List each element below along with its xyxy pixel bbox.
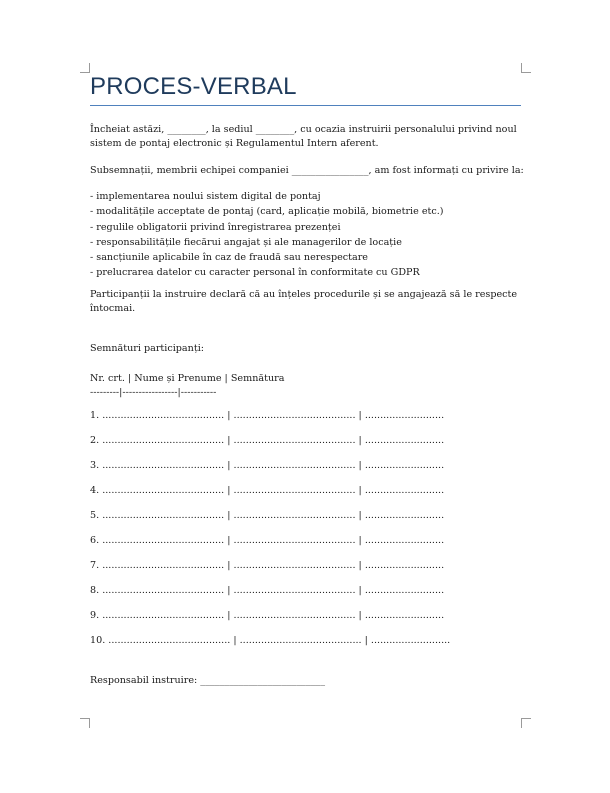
topic-item[interactable]: - modalitățile acceptate de pontaj (card, aplicație mobilă, biometrie etc.) bbox=[90, 206, 444, 218]
corner-mark-bottom-left bbox=[80, 718, 90, 728]
signature-row[interactable]: 6. ........................................ | ........................................ | .......................... bbox=[90, 535, 445, 546]
topic-item[interactable]: - regulile obligatorii privind înregistrarea prezenței bbox=[90, 221, 341, 233]
corner-mark-top-left bbox=[80, 63, 90, 73]
signature-row[interactable]: 3. ........................................ | ........................................ | .......................... bbox=[90, 460, 445, 471]
corner-mark-top-right bbox=[521, 63, 531, 73]
corner-mark-bottom-right bbox=[521, 718, 531, 728]
signature-row[interactable]: 8. ........................................ | ........................................ | .......................... bbox=[90, 585, 445, 596]
title-underline bbox=[90, 105, 521, 106]
intro-paragraph[interactable]: Încheiat astăzi, ________, la sediul ________, cu ocazia instruirii personalului privind noul sistem de pontaj electronic și Regulamentul Intern aferent. bbox=[90, 124, 517, 149]
signature-row[interactable]: 9. ........................................ | ........................................ | .......................... bbox=[90, 610, 445, 621]
topic-item[interactable]: - implementarea noului sistem digital de pontaj bbox=[90, 191, 321, 202]
signature-rows bbox=[90, 409, 450, 659]
table-header[interactable]: Nr. crt. | Nume și Prenume | Semnătura bbox=[90, 373, 285, 384]
signature-row[interactable]: 7. ........................................ | ........................................ | .......................... bbox=[90, 560, 445, 571]
topic-item[interactable]: - prelucrarea datelor cu caracter personal în conformitate cu GDPR bbox=[90, 267, 420, 279]
topic-item[interactable]: - responsabilitățile fiecărui angajat și ale managerilor de locație bbox=[90, 236, 402, 248]
topic-item[interactable]: - sancțiunile aplicabile în caz de fraudă sau nerespectare bbox=[90, 252, 368, 264]
signature-row[interactable]: 5. ........................................ | ........................................ | .......................... bbox=[90, 510, 445, 521]
declaration-paragraph[interactable]: Participanții la instruire declară că au înțeles procedurile și se angajează să le respecte întocmai. bbox=[90, 289, 518, 314]
topics-list bbox=[90, 189, 444, 281]
signature-row[interactable]: 4. ........................................ | ........................................ | .......................... bbox=[90, 485, 445, 496]
signature-row[interactable]: 2. ........................................ | ........................................ | .......................... bbox=[90, 435, 445, 446]
signature-row[interactable]: 10. ........................................ | ........................................ | .......................... bbox=[90, 635, 451, 646]
members-paragraph[interactable]: Subsemnații, membrii echipei companiei ________________, am fost informați cu privire la: bbox=[90, 165, 524, 176]
trainer-signature-line[interactable]: Responsabil instruire: __________________________ bbox=[90, 675, 326, 686]
signature-row[interactable]: 1. ........................................ | ........................................ | .......................... bbox=[90, 410, 445, 421]
table-separator[interactable]: ---------|-----------------|----------- bbox=[90, 387, 217, 398]
document-title[interactable]: PROCES-VERBAL bbox=[90, 73, 297, 100]
signatures-label[interactable]: Semnături participanți: bbox=[90, 343, 204, 354]
